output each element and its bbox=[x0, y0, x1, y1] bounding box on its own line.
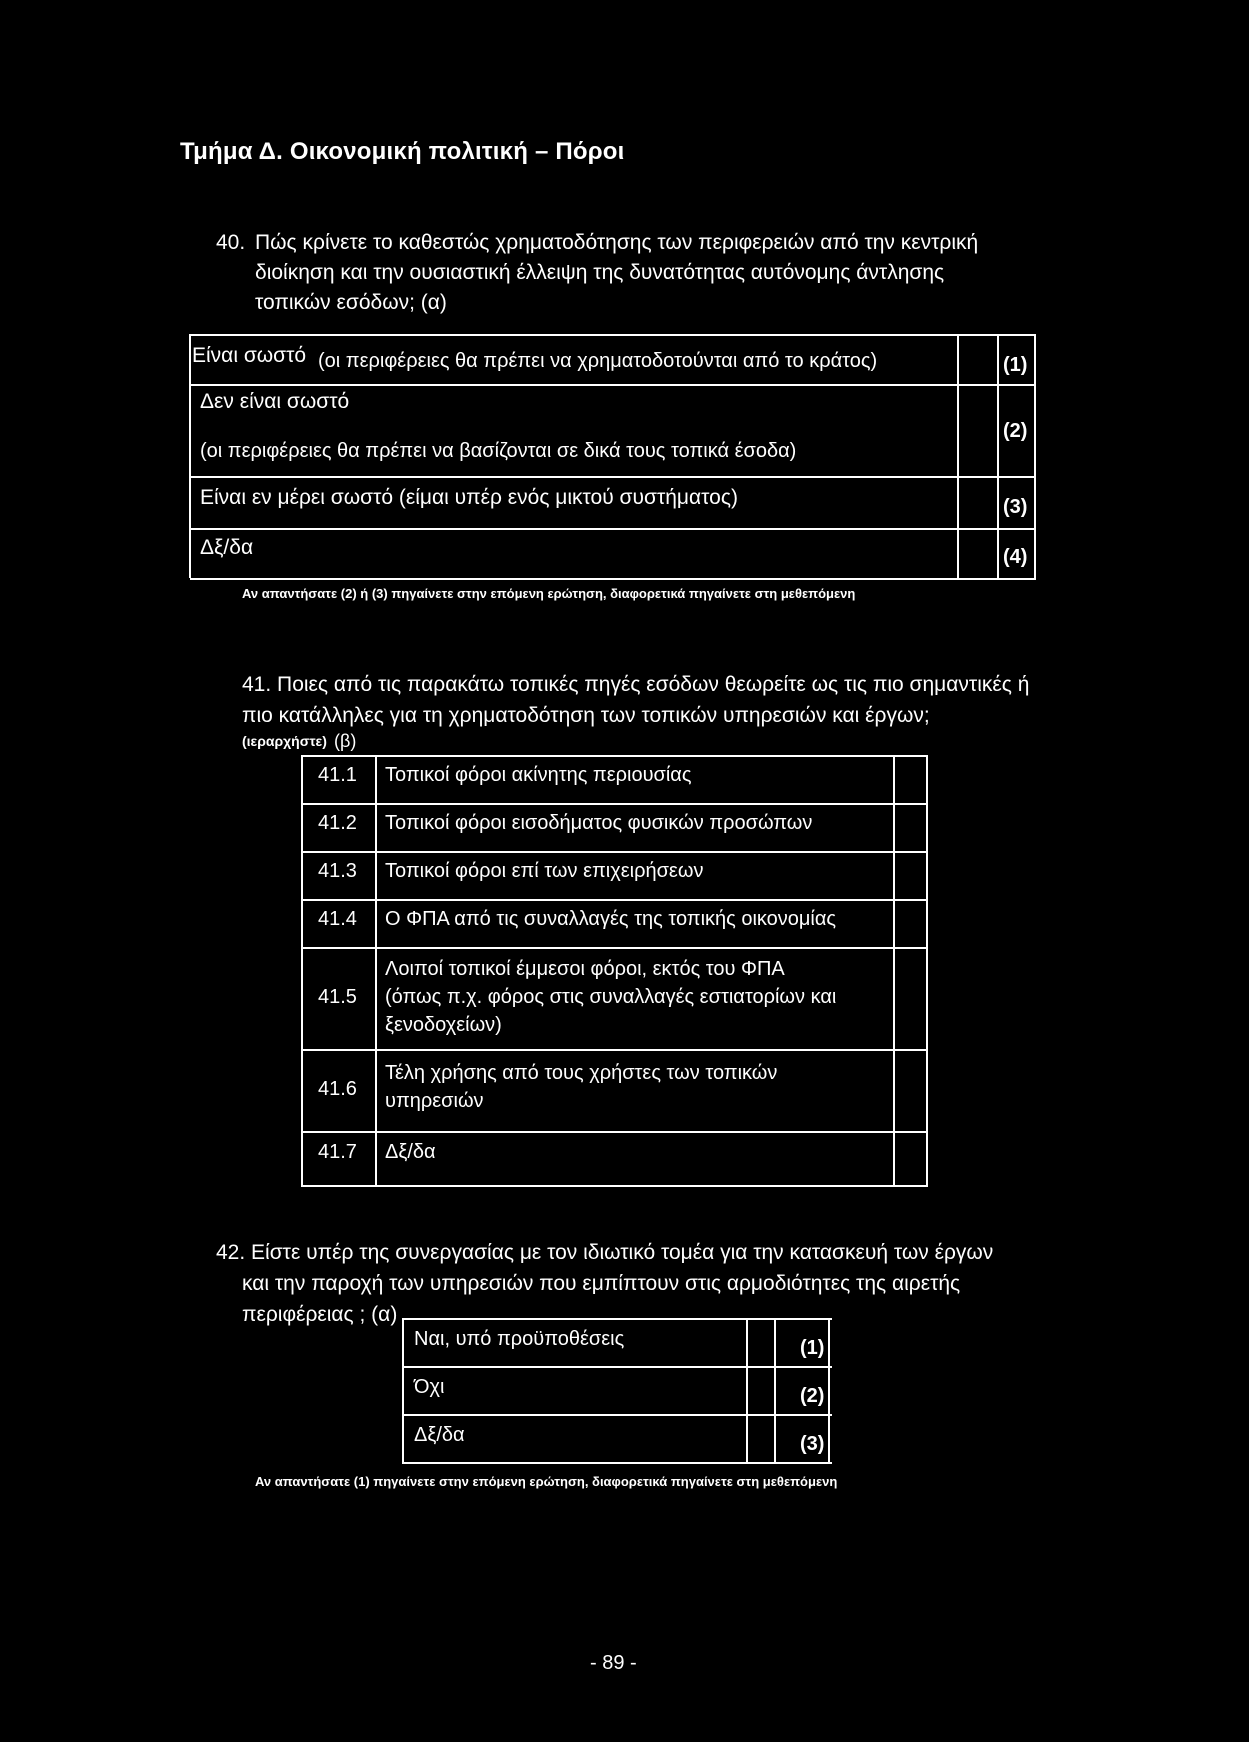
q40-note: Αν απαντήσατε (2) ή (3) πηγαίνετε στην επόμενη ερώτηση, διαφορετικά πηγαίνετε στη μεθεπόμενη bbox=[242, 586, 856, 601]
q41-row-3-label: Τοπικοί φόροι επί των επιχειρήσεων bbox=[385, 860, 704, 882]
q42-option-3-label: Δξ/δα bbox=[414, 1424, 465, 1446]
q40-option-3-label: Είναι εν μέρει σωστό (είμαι υπέρ ενός μικτού συστήματος) bbox=[200, 486, 738, 509]
q41-row-4-rank-input[interactable] bbox=[896, 902, 925, 946]
q42-option-2-checkbox[interactable] bbox=[748, 1368, 774, 1414]
q40-text-line2: διοίκηση και την ουσιαστική έλλειψη της δυνατότητας αυτόνομης άντλησης bbox=[255, 261, 945, 284]
q41-row-6-num: 41.6 bbox=[318, 1078, 357, 1100]
q42-note: Αν απαντήσατε (1) πηγαίνετε στην επόμενη ερώτηση, διαφορετικά πηγαίνετε στη μεθεπόμενη bbox=[255, 1474, 838, 1489]
q41-row-6-rank-input[interactable] bbox=[896, 1052, 925, 1130]
q40-text-line1: Πώς κρίνετε το καθεστώς χρηματοδότησης των περιφερειών από την κεντρική bbox=[255, 231, 979, 254]
q42-option-1-label: Ναι, υπό προϋποθέσεις bbox=[414, 1328, 625, 1350]
q41-row-5-rank-input[interactable] bbox=[896, 950, 925, 1048]
q40-option-2-label: Δεν είναι σωστό bbox=[200, 390, 350, 413]
q41-row-7-num: 41.7 bbox=[318, 1141, 357, 1163]
q42-text-line2: και την παροχή των υπηρεσιών που εμπίπτουν στις αρμοδιότητες της αιρετής bbox=[242, 1272, 961, 1295]
q40-number: 40. bbox=[216, 231, 246, 254]
q41-row-7-label: Δξ/δα bbox=[385, 1141, 436, 1163]
q41-row-5-num: 41.5 bbox=[318, 986, 357, 1008]
q40-option-1-checkbox[interactable] bbox=[960, 337, 996, 383]
q42-option-2-label: Όχι bbox=[414, 1376, 445, 1398]
q41-text-line1: 41. Ποιες από τις παρακάτω τοπικές πηγές εσόδων θεωρείτε ως τις πιο σημαντικές ή bbox=[242, 673, 1030, 696]
q42-option-1-checkbox[interactable] bbox=[748, 1320, 774, 1366]
q40-option-4-code: (4) bbox=[1003, 546, 1028, 568]
q40-option-3-checkbox[interactable] bbox=[960, 479, 996, 527]
q40-option-2-code: (2) bbox=[1003, 420, 1028, 442]
q41-row-2-rank-input[interactable] bbox=[896, 806, 925, 850]
q41-instruction: (ιεραρχήστε) bbox=[242, 733, 327, 749]
q41-row-6-label-line2: υπηρεσιών bbox=[385, 1090, 484, 1112]
page-number: - 89 - bbox=[590, 1652, 637, 1674]
q40-text-line3: τοπικών εσόδων; (α) bbox=[255, 291, 447, 314]
q41-row-3-rank-input[interactable] bbox=[896, 854, 925, 898]
q41-tag: (β) bbox=[334, 731, 357, 751]
q41-row-5-label-line2: (όπως π.χ. φόρος στις συναλλαγές εστιατορίων και bbox=[385, 986, 837, 1008]
q41-row-2-label: Τοπικοί φόροι εισοδήματος φυσικών προσώπων bbox=[385, 812, 813, 834]
q40-option-4-label: Δξ/δα bbox=[200, 536, 254, 559]
q41-row-1-rank-input[interactable] bbox=[896, 758, 925, 802]
q41-row-5-label-line3: ξενοδοχείων) bbox=[385, 1014, 502, 1036]
q40-option-2-checkbox[interactable] bbox=[960, 387, 996, 475]
section-title: Τμήμα Δ. Οικονομική πολιτική – Πόροι bbox=[180, 138, 625, 165]
q40-option-3-code: (3) bbox=[1003, 496, 1028, 518]
q40-option-4-checkbox[interactable] bbox=[960, 531, 996, 577]
q41-row-6-label-line1: Τέλη χρήσης από τους χρήστες των τοπικών bbox=[385, 1062, 778, 1084]
q40-option-1-code: (1) bbox=[1003, 354, 1028, 376]
q42-option-2-code: (2) bbox=[800, 1385, 825, 1407]
q41-row-2-num: 41.2 bbox=[318, 812, 357, 834]
q41-row-4-label: Ο ΦΠΑ από τις συναλλαγές της τοπικής οικονομίας bbox=[385, 908, 837, 930]
q42-option-1-code: (1) bbox=[800, 1337, 825, 1359]
q41-row-4-num: 41.4 bbox=[318, 908, 357, 930]
q42-option-3-code: (3) bbox=[800, 1433, 825, 1455]
q42-text-line1: 42. Είστε υπέρ της συνεργασίας με τον ιδιωτικό τομέα για την κατασκευή των έργων bbox=[216, 1241, 994, 1264]
q41-row-7-rank-input[interactable] bbox=[896, 1134, 925, 1184]
q41-text-line2: πιο κατάλληλες για τη χρηματοδότηση των τοπικών υπηρεσιών και έργων; bbox=[242, 704, 930, 727]
q41-row-3-num: 41.3 bbox=[318, 860, 357, 882]
q40-option-1-detail: (οι περιφέρειες θα πρέπει να χρηματοδοτούνται από το κράτος) bbox=[318, 350, 878, 372]
q42-text-line3: περιφέρειας ; (α) bbox=[242, 1303, 398, 1326]
q41-row-5-label-line1: Λοιποί τοπικοί έμμεσοι φόροι, εκτός του ΦΠΑ bbox=[385, 958, 785, 980]
q42-option-3-checkbox[interactable] bbox=[748, 1416, 774, 1462]
q40-option-1-label: Είναι σωστό bbox=[192, 344, 307, 367]
q41-row-1-num: 41.1 bbox=[318, 764, 357, 786]
q41-row-1-label: Τοπικοί φόροι ακίνητης περιουσίας bbox=[385, 764, 692, 786]
q40-option-2-detail: (οι περιφέρειες θα πρέπει να βασίζονται σε δικά τους τοπικά έσοδα) bbox=[200, 440, 797, 462]
